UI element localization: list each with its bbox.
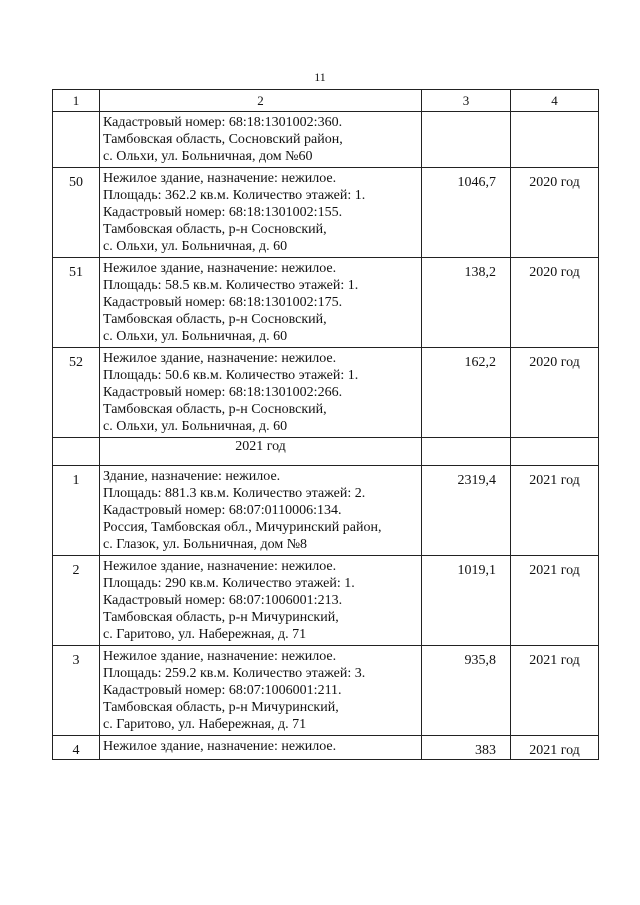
row-number: 4 bbox=[53, 736, 100, 760]
row-year: 2020 год bbox=[511, 258, 599, 348]
row-area: 138,2 bbox=[422, 258, 511, 348]
section-blank bbox=[53, 438, 100, 466]
description-line: Кадастровый номер: 68:18:1301002:155. bbox=[103, 205, 343, 220]
table-header-row bbox=[53, 90, 599, 112]
description-line: с. Гаритово, ул. Набережная, д. 71 bbox=[103, 717, 307, 732]
section-row-2021 bbox=[53, 438, 599, 466]
row-number: 1 bbox=[53, 466, 100, 556]
description-line: Площадь: 290 кв.м. Количество этажей: 1. bbox=[103, 576, 355, 591]
row-area: 1046,7 bbox=[422, 168, 511, 258]
page-number: 11 bbox=[314, 70, 326, 84]
table-row bbox=[53, 258, 599, 348]
row-number: 3 bbox=[53, 646, 100, 736]
table-row bbox=[53, 348, 599, 438]
header-col-4: 4 bbox=[511, 90, 599, 112]
description-line: Нежилое здание, назначение: нежилое. bbox=[103, 559, 337, 574]
description-line: Кадастровый номер: 68:07:0110006:134. bbox=[103, 503, 342, 518]
description-line: Нежилое здание, назначение: нежилое. bbox=[103, 739, 337, 754]
section-blank bbox=[511, 438, 599, 466]
table-row bbox=[53, 556, 599, 646]
property-table bbox=[52, 89, 599, 760]
row-year: 2021 год bbox=[511, 556, 599, 646]
description-line: Тамбовская область, Сосновский район, bbox=[103, 132, 343, 147]
table-row bbox=[53, 646, 599, 736]
row-description bbox=[100, 556, 422, 646]
row-year: 2020 год bbox=[511, 348, 599, 438]
row-number: 50 bbox=[53, 168, 100, 258]
row-description bbox=[100, 112, 422, 168]
row-description bbox=[100, 736, 422, 760]
description-line: Нежилое здание, назначение: нежилое. bbox=[103, 171, 337, 186]
description-line: Площадь: 58.5 кв.м. Количество этажей: 1. bbox=[103, 278, 359, 293]
row-number bbox=[53, 112, 100, 168]
description-line: с. Ольхи, ул. Больничная, дом №60 bbox=[103, 149, 313, 164]
row-number: 2 bbox=[53, 556, 100, 646]
table-row bbox=[53, 168, 599, 258]
description-line: Россия, Тамбовская обл., Мичуринский район, bbox=[103, 520, 382, 535]
description-line: Кадастровый номер: 68:07:1006001:211. bbox=[103, 683, 342, 698]
row-description bbox=[100, 168, 422, 258]
description-line: с. Ольхи, ул. Больничная, д. 60 bbox=[103, 239, 288, 254]
description-line: с. Гаритово, ул. Набережная, д. 71 bbox=[103, 627, 307, 642]
description-line: Кадастровый номер: 68:18:1301002:266. bbox=[103, 385, 343, 400]
description-line: с. Глазок, ул. Больничная, дом №8 bbox=[103, 537, 308, 552]
description-line: Тамбовская область, р-н Мичуринский, bbox=[103, 700, 339, 715]
description-line: с. Ольхи, ул. Больничная, д. 60 bbox=[103, 329, 288, 344]
row-area: 1019,1 bbox=[422, 556, 511, 646]
rows-2021 bbox=[53, 466, 599, 760]
description-line: Кадастровый номер: 68:18:1301002:175. bbox=[103, 295, 343, 310]
description-line: Площадь: 50.6 кв.м. Количество этажей: 1. bbox=[103, 368, 359, 383]
description-line: Площадь: 881.3 кв.м. Количество этажей: 2. bbox=[103, 486, 366, 501]
row-year: 2020 год bbox=[511, 168, 599, 258]
row-area: 935,8 bbox=[422, 646, 511, 736]
description-line: Площадь: 362.2 кв.м. Количество этажей: 1. bbox=[103, 188, 366, 203]
header-col-1: 1 bbox=[53, 90, 100, 112]
description-line: Тамбовская область, р-н Сосновский, bbox=[103, 402, 327, 417]
description-line: Нежилое здание, назначение: нежилое. bbox=[103, 261, 337, 276]
row-description bbox=[100, 646, 422, 736]
table-row bbox=[53, 736, 599, 760]
continuation-row bbox=[53, 112, 599, 168]
description-line: с. Ольхи, ул. Больничная, д. 60 bbox=[103, 419, 288, 434]
row-area bbox=[422, 112, 511, 168]
description-line: Тамбовская область, р-н Сосновский, bbox=[103, 222, 327, 237]
description-line: Кадастровый номер: 68:18:1301002:360. bbox=[103, 115, 343, 130]
row-year: 2021 год bbox=[511, 646, 599, 736]
description-line: Площадь: 259.2 кв.м. Количество этажей: 3. bbox=[103, 666, 366, 681]
row-year bbox=[511, 112, 599, 168]
description-line: Здание, назначение: нежилое. bbox=[103, 469, 281, 484]
description-line: Нежилое здание, назначение: нежилое. bbox=[103, 649, 337, 664]
row-description bbox=[100, 466, 422, 556]
rows-2020 bbox=[53, 168, 599, 438]
header-col-2: 2 bbox=[100, 90, 422, 112]
row-area: 2319,4 bbox=[422, 466, 511, 556]
row-description bbox=[100, 348, 422, 438]
row-year: 2021 год bbox=[511, 466, 599, 556]
section-title: 2021 год bbox=[100, 438, 422, 466]
section-blank bbox=[422, 438, 511, 466]
row-number: 51 bbox=[53, 258, 100, 348]
table-row bbox=[53, 466, 599, 556]
description-line: Тамбовская область, р-н Мичуринский, bbox=[103, 610, 339, 625]
row-year: 2021 год bbox=[511, 736, 599, 760]
header-col-3: 3 bbox=[422, 90, 511, 112]
description-line: Кадастровый номер: 68:07:1006001:213. bbox=[103, 593, 343, 608]
row-area: 162,2 bbox=[422, 348, 511, 438]
row-area: 383 bbox=[422, 736, 511, 760]
description-line: Тамбовская область, р-н Сосновский, bbox=[103, 312, 327, 327]
row-number: 52 bbox=[53, 348, 100, 438]
row-description bbox=[100, 258, 422, 348]
description-line: Нежилое здание, назначение: нежилое. bbox=[103, 351, 337, 366]
